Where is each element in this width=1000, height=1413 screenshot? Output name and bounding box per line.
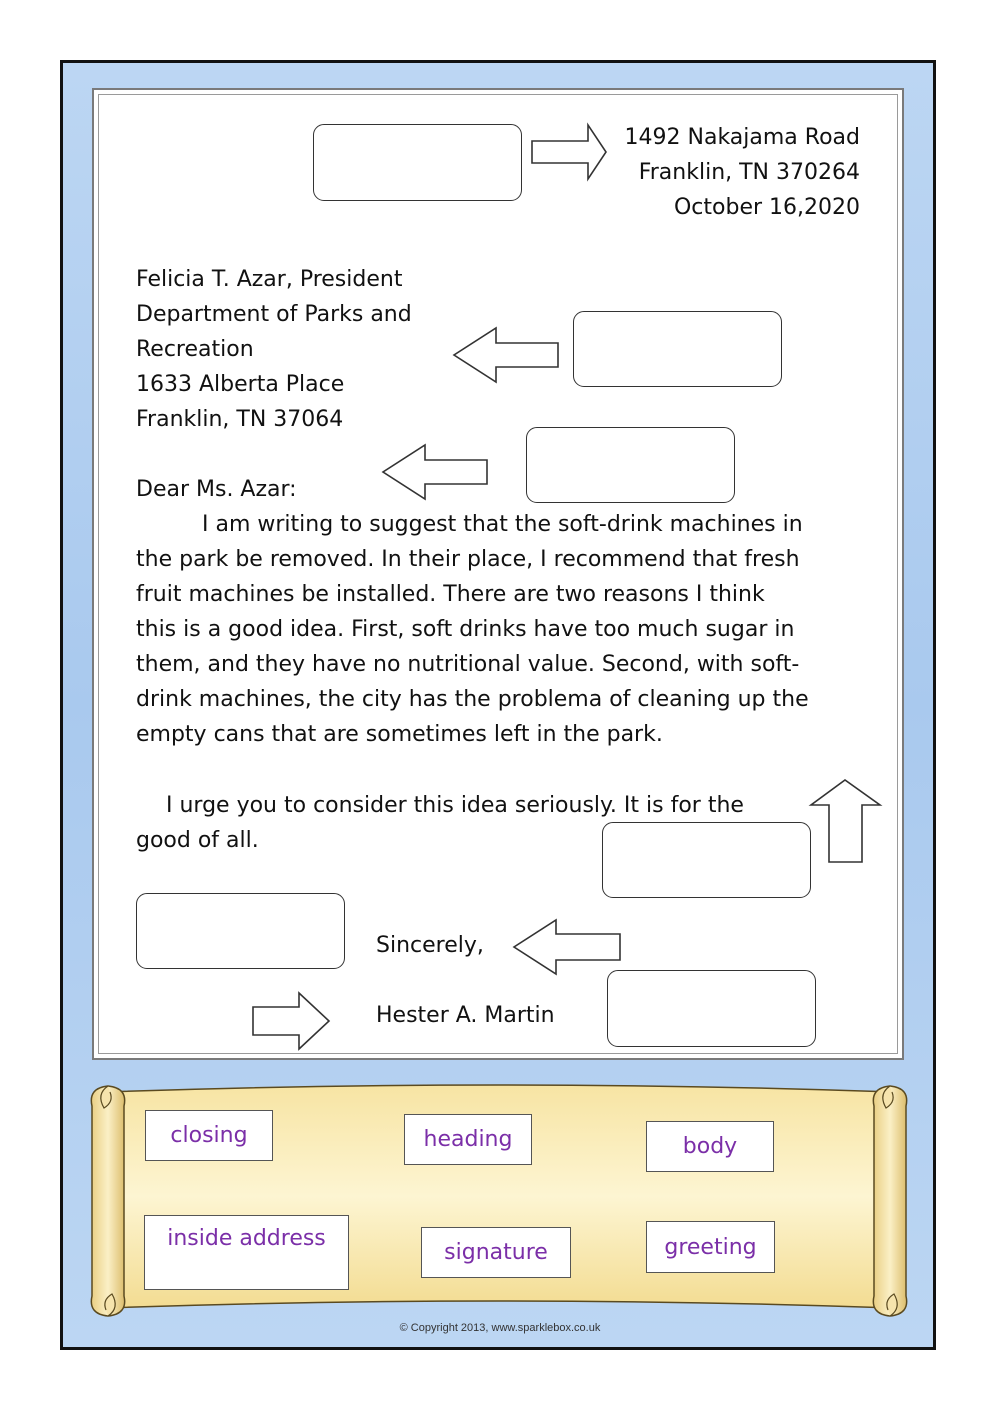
word-card-greeting[interactable]: greeting (646, 1221, 775, 1273)
body-line-4: this is a good idea. First, soft drinks have too much sugar in (136, 617, 795, 642)
body-line-3: fruit machines be installed. There are two reasons I think (136, 582, 765, 607)
body-paragraph-2-line-2: good of all. (136, 828, 259, 853)
heading-line-3: October 16,2020 (673, 195, 860, 220)
arrow-left-icon (512, 918, 622, 976)
drop-box-body[interactable] (602, 822, 811, 898)
body-line-7: empty cans that are sometimes left in the park. (136, 722, 663, 747)
body-line-6: drink machines, the city has the problema of cleaning up the (136, 687, 809, 712)
closing-text: Sincerely, (376, 933, 484, 958)
heading-line-2: Franklin, TN 370264 (638, 160, 860, 185)
copyright-text: © Copyright 2013, www.sparklebox.co.uk (399, 1322, 601, 1334)
drop-box-greeting[interactable] (526, 427, 735, 503)
body-line-1: I am writing to suggest that the soft-drink machines in (202, 512, 803, 537)
greeting-text: Dear Ms. Azar: (136, 477, 297, 502)
inside-address-line-3: Recreation (136, 337, 254, 362)
arrow-left-icon (381, 443, 489, 501)
word-card-signature[interactable]: signature (421, 1227, 571, 1278)
drop-box-closing[interactable] (607, 970, 816, 1047)
body-line-5: them, and they have no nutritional value. Second, with soft- (136, 652, 800, 677)
heading-line-1: 1492 Nakajama Road (624, 125, 860, 150)
word-card-heading[interactable]: heading (404, 1114, 532, 1165)
inside-address-line-5: Franklin, TN 37064 (136, 407, 344, 432)
signature-text: Hester A. Martin (376, 1003, 555, 1028)
inside-address-line-2: Department of Parks and (136, 302, 412, 327)
word-card-closing[interactable]: closing (145, 1110, 273, 1161)
drop-box-signature[interactable] (136, 893, 345, 969)
letter-body (136, 507, 866, 752)
drop-box-inside-address[interactable] (573, 311, 782, 387)
word-card-inside-address[interactable]: inside address (144, 1215, 349, 1290)
arrow-right-icon (530, 123, 608, 181)
inside-address-line-1: Felicia T. Azar, President (136, 267, 403, 292)
arrow-left-icon (452, 326, 560, 384)
body-paragraph-2-line-1: I urge you to consider this idea seriously. It is for the (166, 793, 744, 818)
drop-box-heading[interactable] (313, 124, 522, 201)
body-line-2: the park be removed. In their place, I recommend that fresh (136, 547, 800, 572)
inside-address-line-4: 1633 Alberta Place (136, 372, 345, 397)
arrow-up-icon (809, 778, 883, 864)
word-card-body[interactable]: body (646, 1121, 774, 1172)
arrow-right-icon (251, 991, 331, 1051)
